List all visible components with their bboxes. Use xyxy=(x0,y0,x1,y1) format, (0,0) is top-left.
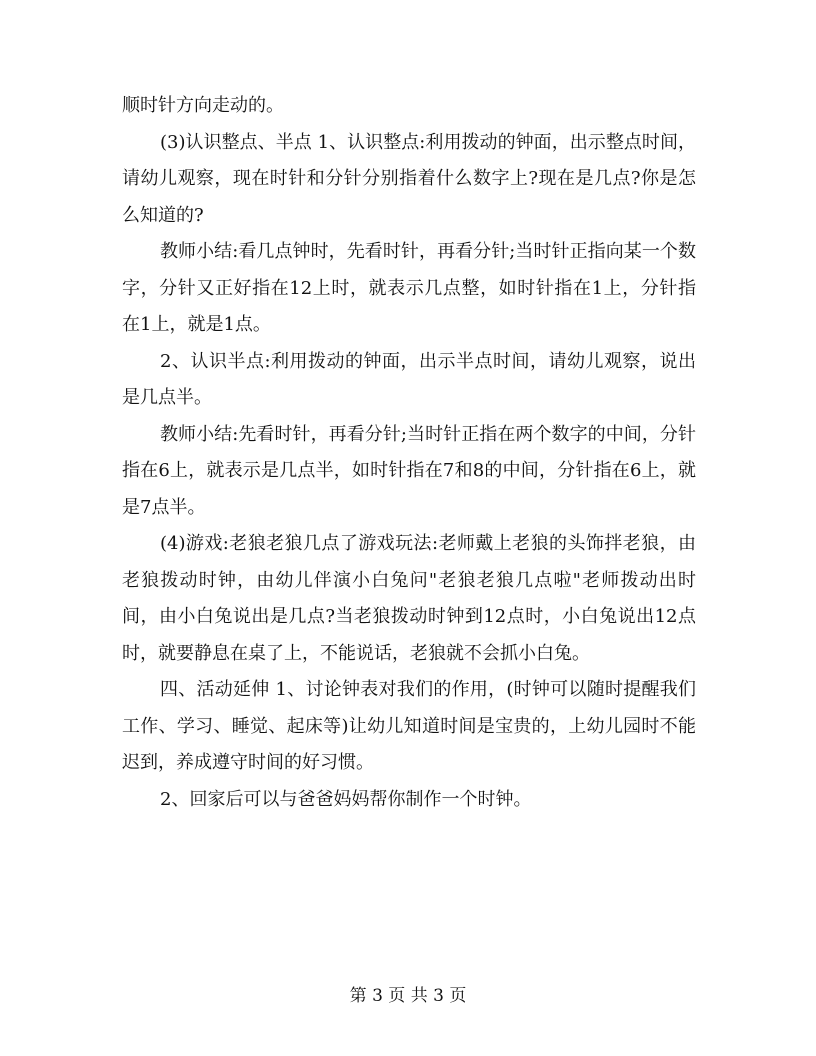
paragraph: (4)游戏:老狼老狼几点了游戏玩法:老师戴上老狼的头饰拌老狼，由老狼拨动时钟，由幼儿伴演小白兔问"老狼老狼几点啦"老师拨动出时间，由小白兔说出是几点?当老狼拨动时钟到12点时，小白兔说出12点时，就要静息在桌了上，不能说话，老狼就不会抓小白兔。 xyxy=(122,533,696,664)
paragraph: 教师小结:先看时针，再看分针;当时针正指在两个数字的中间，分针指在6上，就表示是几点半，如时针指在7和8的中间，分针指在6上，就是7点半。 xyxy=(122,423,696,518)
paragraph: 2、回家后可以与爸爸妈妈帮你制作一个时钟。 xyxy=(160,788,532,810)
document-body xyxy=(122,88,696,818)
paragraph: 顺时针方向走动的。 xyxy=(122,95,284,116)
paragraph: 四、活动延伸 1、讨论钟表对我们的作用，(时钟可以随时提醒我们工作、学习、睡觉、起床等)让幼儿知道时间是宝贵的，上幼儿园时不能迟到，养成遵守时间的好习惯。 xyxy=(122,679,696,773)
page-number-footer: 第 3 页 共 3 页 xyxy=(349,986,467,1006)
paragraph: 2、认识半点:利用拨动的钟面，出示半点时间，请幼儿观察，说出是几点半。 xyxy=(122,350,696,408)
paragraph: (3)认识整点、半点 1、认识整点:利用拨动的钟面，出示整点时间，请幼儿观察，现在时针和分针分别指着什么数字上?现在是几点?你是怎么知道的? xyxy=(122,131,696,226)
paragraph: 教师小结:看几点钟时，先看时针，再看分针;当时针正指向某一个数字，分针又正好指在12上时，就表示几点整，如时针指在1上，分针指在1上，就是1点。 xyxy=(122,241,696,335)
